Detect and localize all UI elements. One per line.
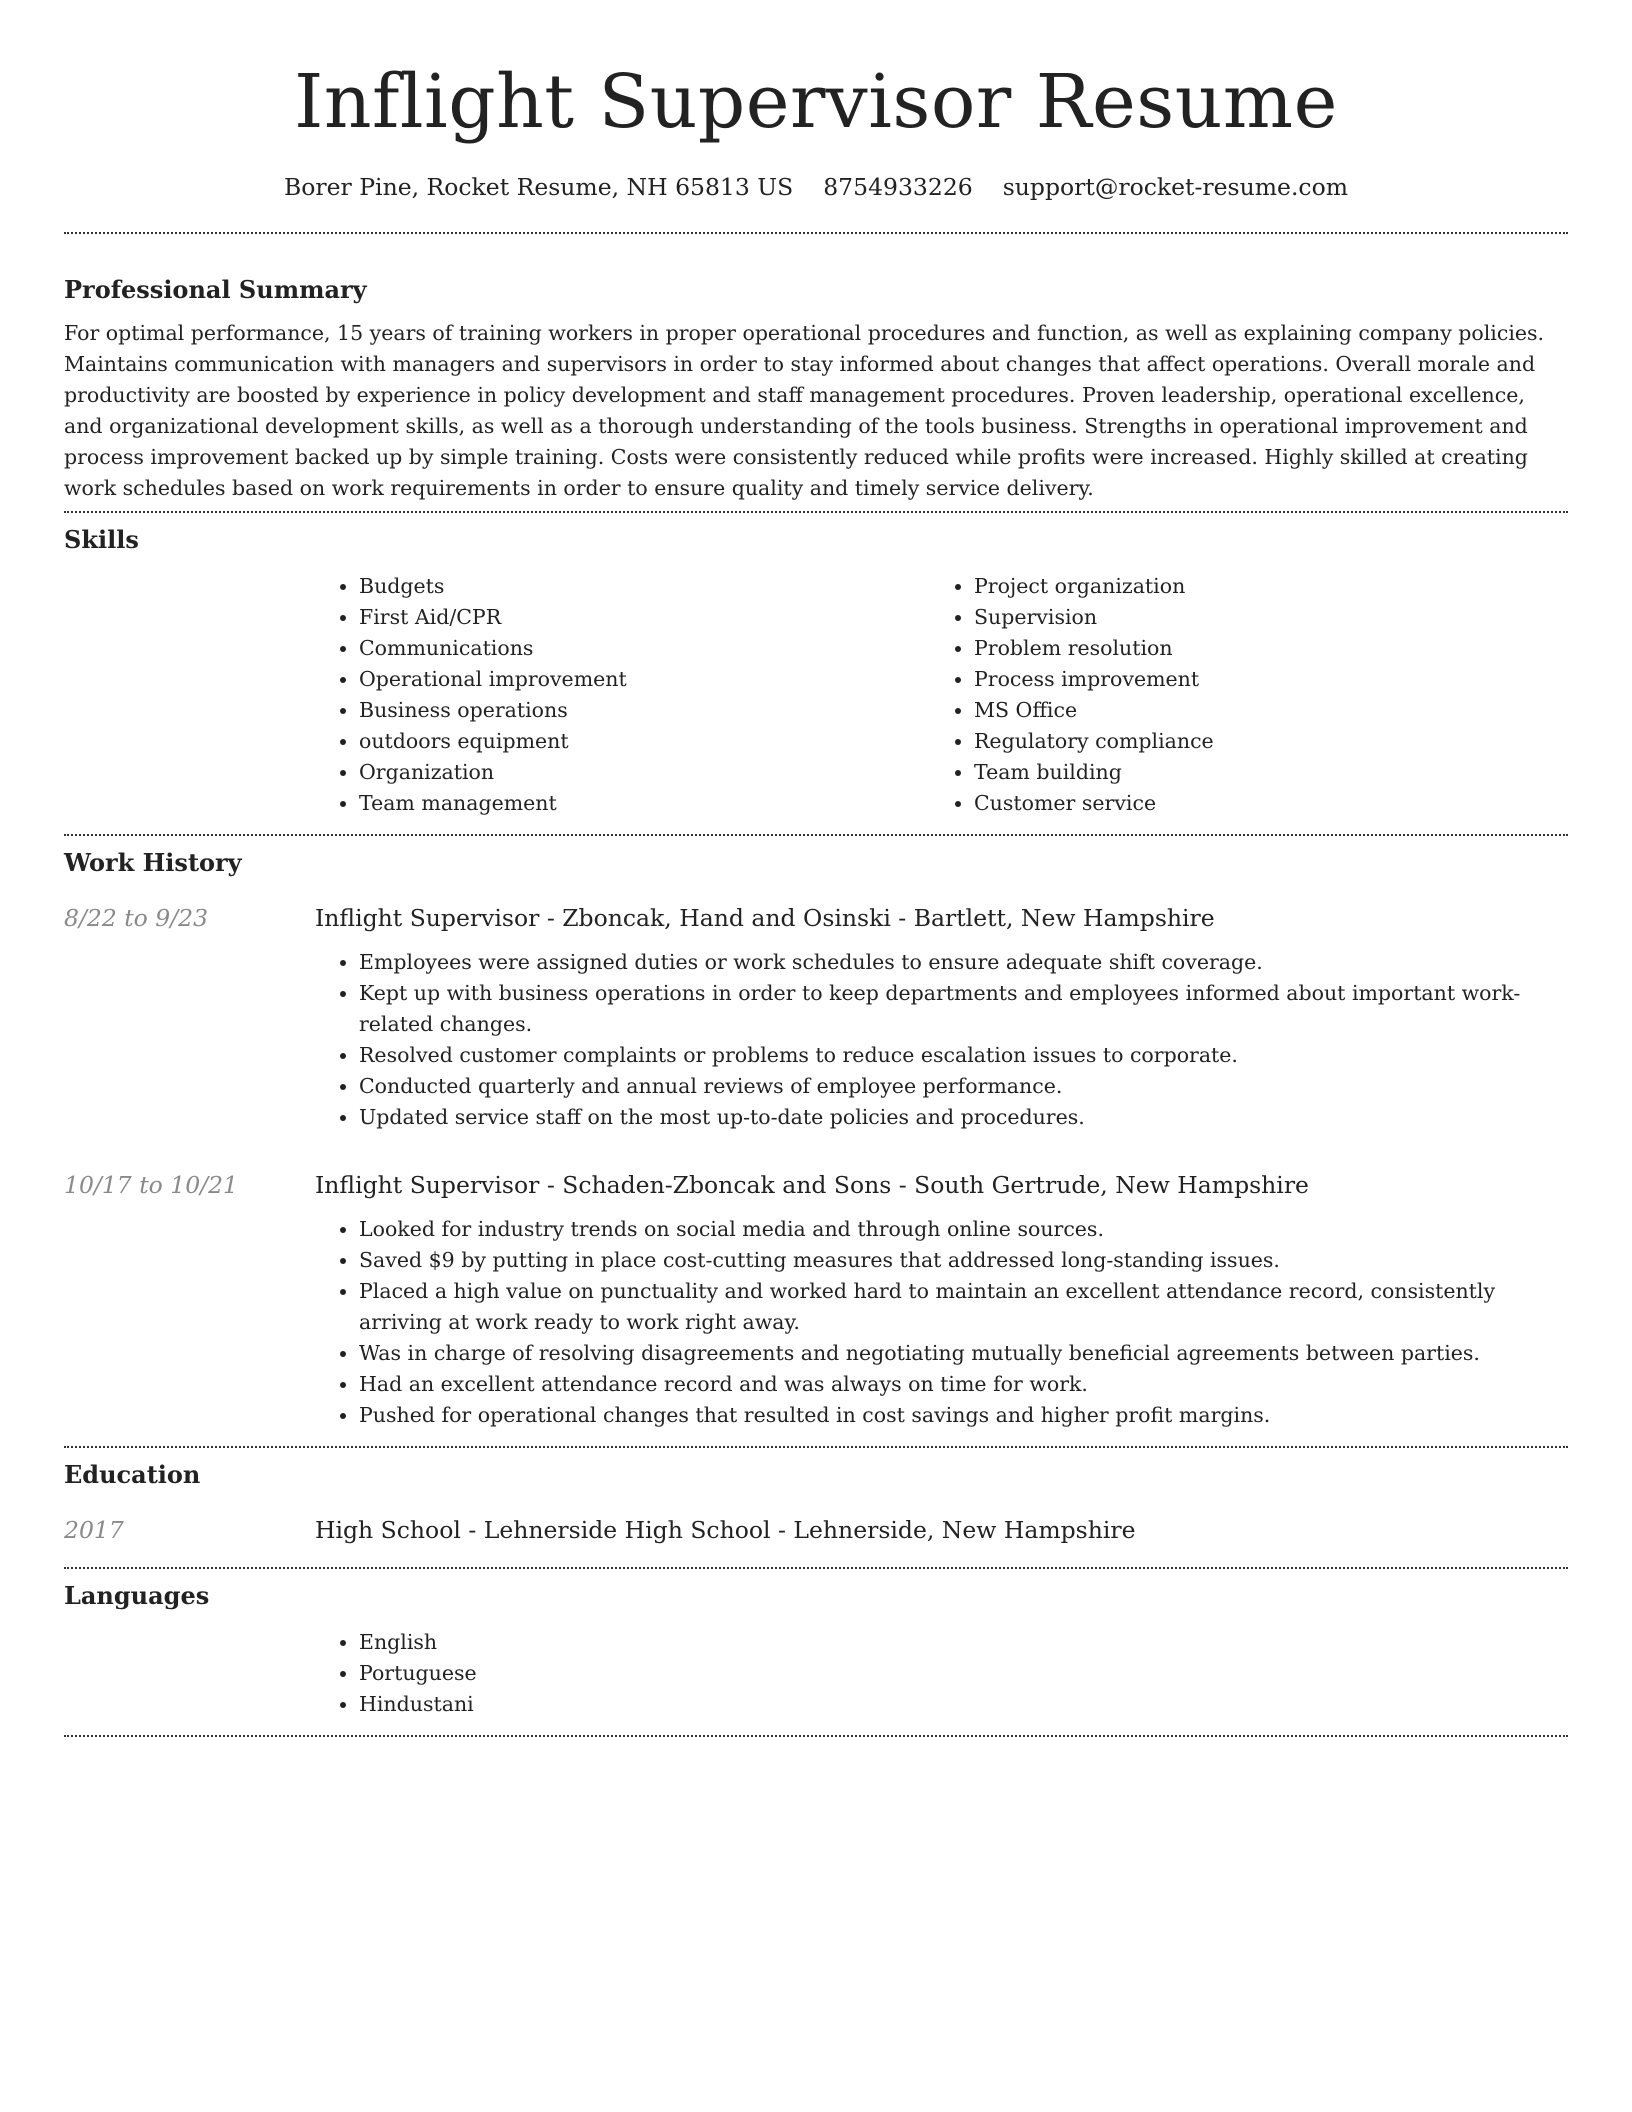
skill-item: • Team building xyxy=(974,757,1545,788)
job-bullet: • Conducted quarterly and annual reviews of employee performance. xyxy=(359,1071,1568,1102)
skill-item: • outdoors equipment xyxy=(359,726,930,757)
divider xyxy=(64,511,1568,513)
contact-email: support@rocket-resume.com xyxy=(1002,173,1349,201)
job-bullet: • Pushed for operational changes that resulted in cost savings and higher profit margins. xyxy=(359,1400,1568,1431)
language-item: • English xyxy=(359,1627,1568,1658)
resume-page xyxy=(64,0,1568,1737)
section-heading-skills: Skills xyxy=(64,525,139,554)
languages-list xyxy=(315,1627,1568,1720)
skill-item: • Process improvement xyxy=(974,664,1545,695)
job-bullet: • Employees were assigned duties or work schedules to ensure adequate shift coverage. xyxy=(359,947,1568,978)
job-bullet: • Updated service staff on the most up-to-date policies and procedures. xyxy=(359,1102,1568,1133)
education-entry xyxy=(64,1513,1568,1547)
job-bullet: • Was in charge of resolving disagreements and negotiating mutually beneficial agreements between parties. xyxy=(359,1338,1568,1369)
resume-title: Inflight Supervisor Resume xyxy=(294,59,1338,145)
skills-grid xyxy=(315,571,1568,819)
contact-line xyxy=(64,170,1568,204)
education-year: 2017 xyxy=(64,1516,124,1544)
job-bullet: • Saved $9 by putting in place cost-cutting measures that addressed long-standing issues. xyxy=(359,1245,1568,1276)
skill-item: • Communications xyxy=(359,633,930,664)
language-item: • Portuguese xyxy=(359,1658,1568,1689)
job-bullet: • Looked for industry trends on social media and through online sources. xyxy=(359,1214,1568,1245)
job-dates: 10/17 to 10/21 xyxy=(64,1171,238,1199)
skill-item: • Problem resolution xyxy=(974,633,1545,664)
skills-column-right xyxy=(930,571,1545,819)
job-title: Inflight Supervisor - Zboncak, Hand and Osinski - Bartlett, New Hampshire xyxy=(315,904,1215,932)
skill-item: • Budgets xyxy=(359,571,930,602)
section-heading-work: Work History xyxy=(64,848,242,877)
job-dates: 8/22 to 9/23 xyxy=(64,904,209,932)
skill-item: • Business operations xyxy=(359,695,930,726)
job-bullets xyxy=(315,947,1568,1133)
job-bullets xyxy=(315,1214,1568,1431)
language-item: • Hindustani xyxy=(359,1689,1568,1720)
section-heading-languages: Languages xyxy=(64,1581,210,1610)
job-bullet: • Resolved customer complaints or problems to reduce escalation issues to corporate. xyxy=(359,1040,1568,1071)
skill-item: • First Aid/CPR xyxy=(359,602,930,633)
job-entry-header xyxy=(64,1168,1568,1202)
skill-item: • MS Office xyxy=(974,695,1545,726)
divider xyxy=(64,834,1568,836)
section-heading-summary: Professional Summary xyxy=(64,275,367,304)
job-bullet: • Kept up with business operations in order to keep departments and employees informed about important work-related changes. xyxy=(359,978,1568,1040)
job-title: Inflight Supervisor - Schaden-Zboncak and Sons - South Gertrude, New Hampshire xyxy=(315,1171,1309,1199)
skill-item: • Project organization xyxy=(974,571,1545,602)
education-title: High School - Lehnerside High School - Lehnerside, New Hampshire xyxy=(315,1516,1136,1544)
skill-item: • Customer service xyxy=(974,788,1545,819)
job-entry-header xyxy=(64,901,1568,935)
section-heading-education: Education xyxy=(64,1460,201,1489)
skill-item: • Supervision xyxy=(974,602,1545,633)
job-bullet: • Placed a high value on punctuality and worked hard to maintain an excellent attendance record, consistently arriving at work ready to work right away. xyxy=(359,1276,1568,1338)
skill-item: • Regulatory compliance xyxy=(974,726,1545,757)
divider xyxy=(64,1567,1568,1569)
contact-address: Borer Pine, Rocket Resume, NH 65813 US xyxy=(283,173,794,201)
skill-item: • Team management xyxy=(359,788,930,819)
skill-item: • Operational improvement xyxy=(359,664,930,695)
divider xyxy=(64,1735,1568,1737)
skills-column-left xyxy=(315,571,930,819)
job-bullet: • Had an excellent attendance record and was always on time for work. xyxy=(359,1369,1568,1400)
divider xyxy=(64,1446,1568,1448)
divider xyxy=(64,232,1568,234)
summary-text: For optimal performance, 15 years of training workers in proper operational procedures and function, as well as explaining company policies. Maintains communication with managers and supervisors in order to stay informed about changes that affect operations. Overall morale and productivity are boosted by experience in policy development and staff management procedures. Proven leadership, operational excellence, and organizational development skills, as well as a thorough understanding of the tools business. Strengths in operational improvement and process improvement backed up by simple training. Costs were consistently reduced while profits were increased. Highly skilled at creating work schedules based on work requirements in order to ensure quality and timely service delivery. xyxy=(64,321,1545,500)
skill-item: • Organization xyxy=(359,757,930,788)
contact-phone: 8754933226 xyxy=(823,173,973,201)
